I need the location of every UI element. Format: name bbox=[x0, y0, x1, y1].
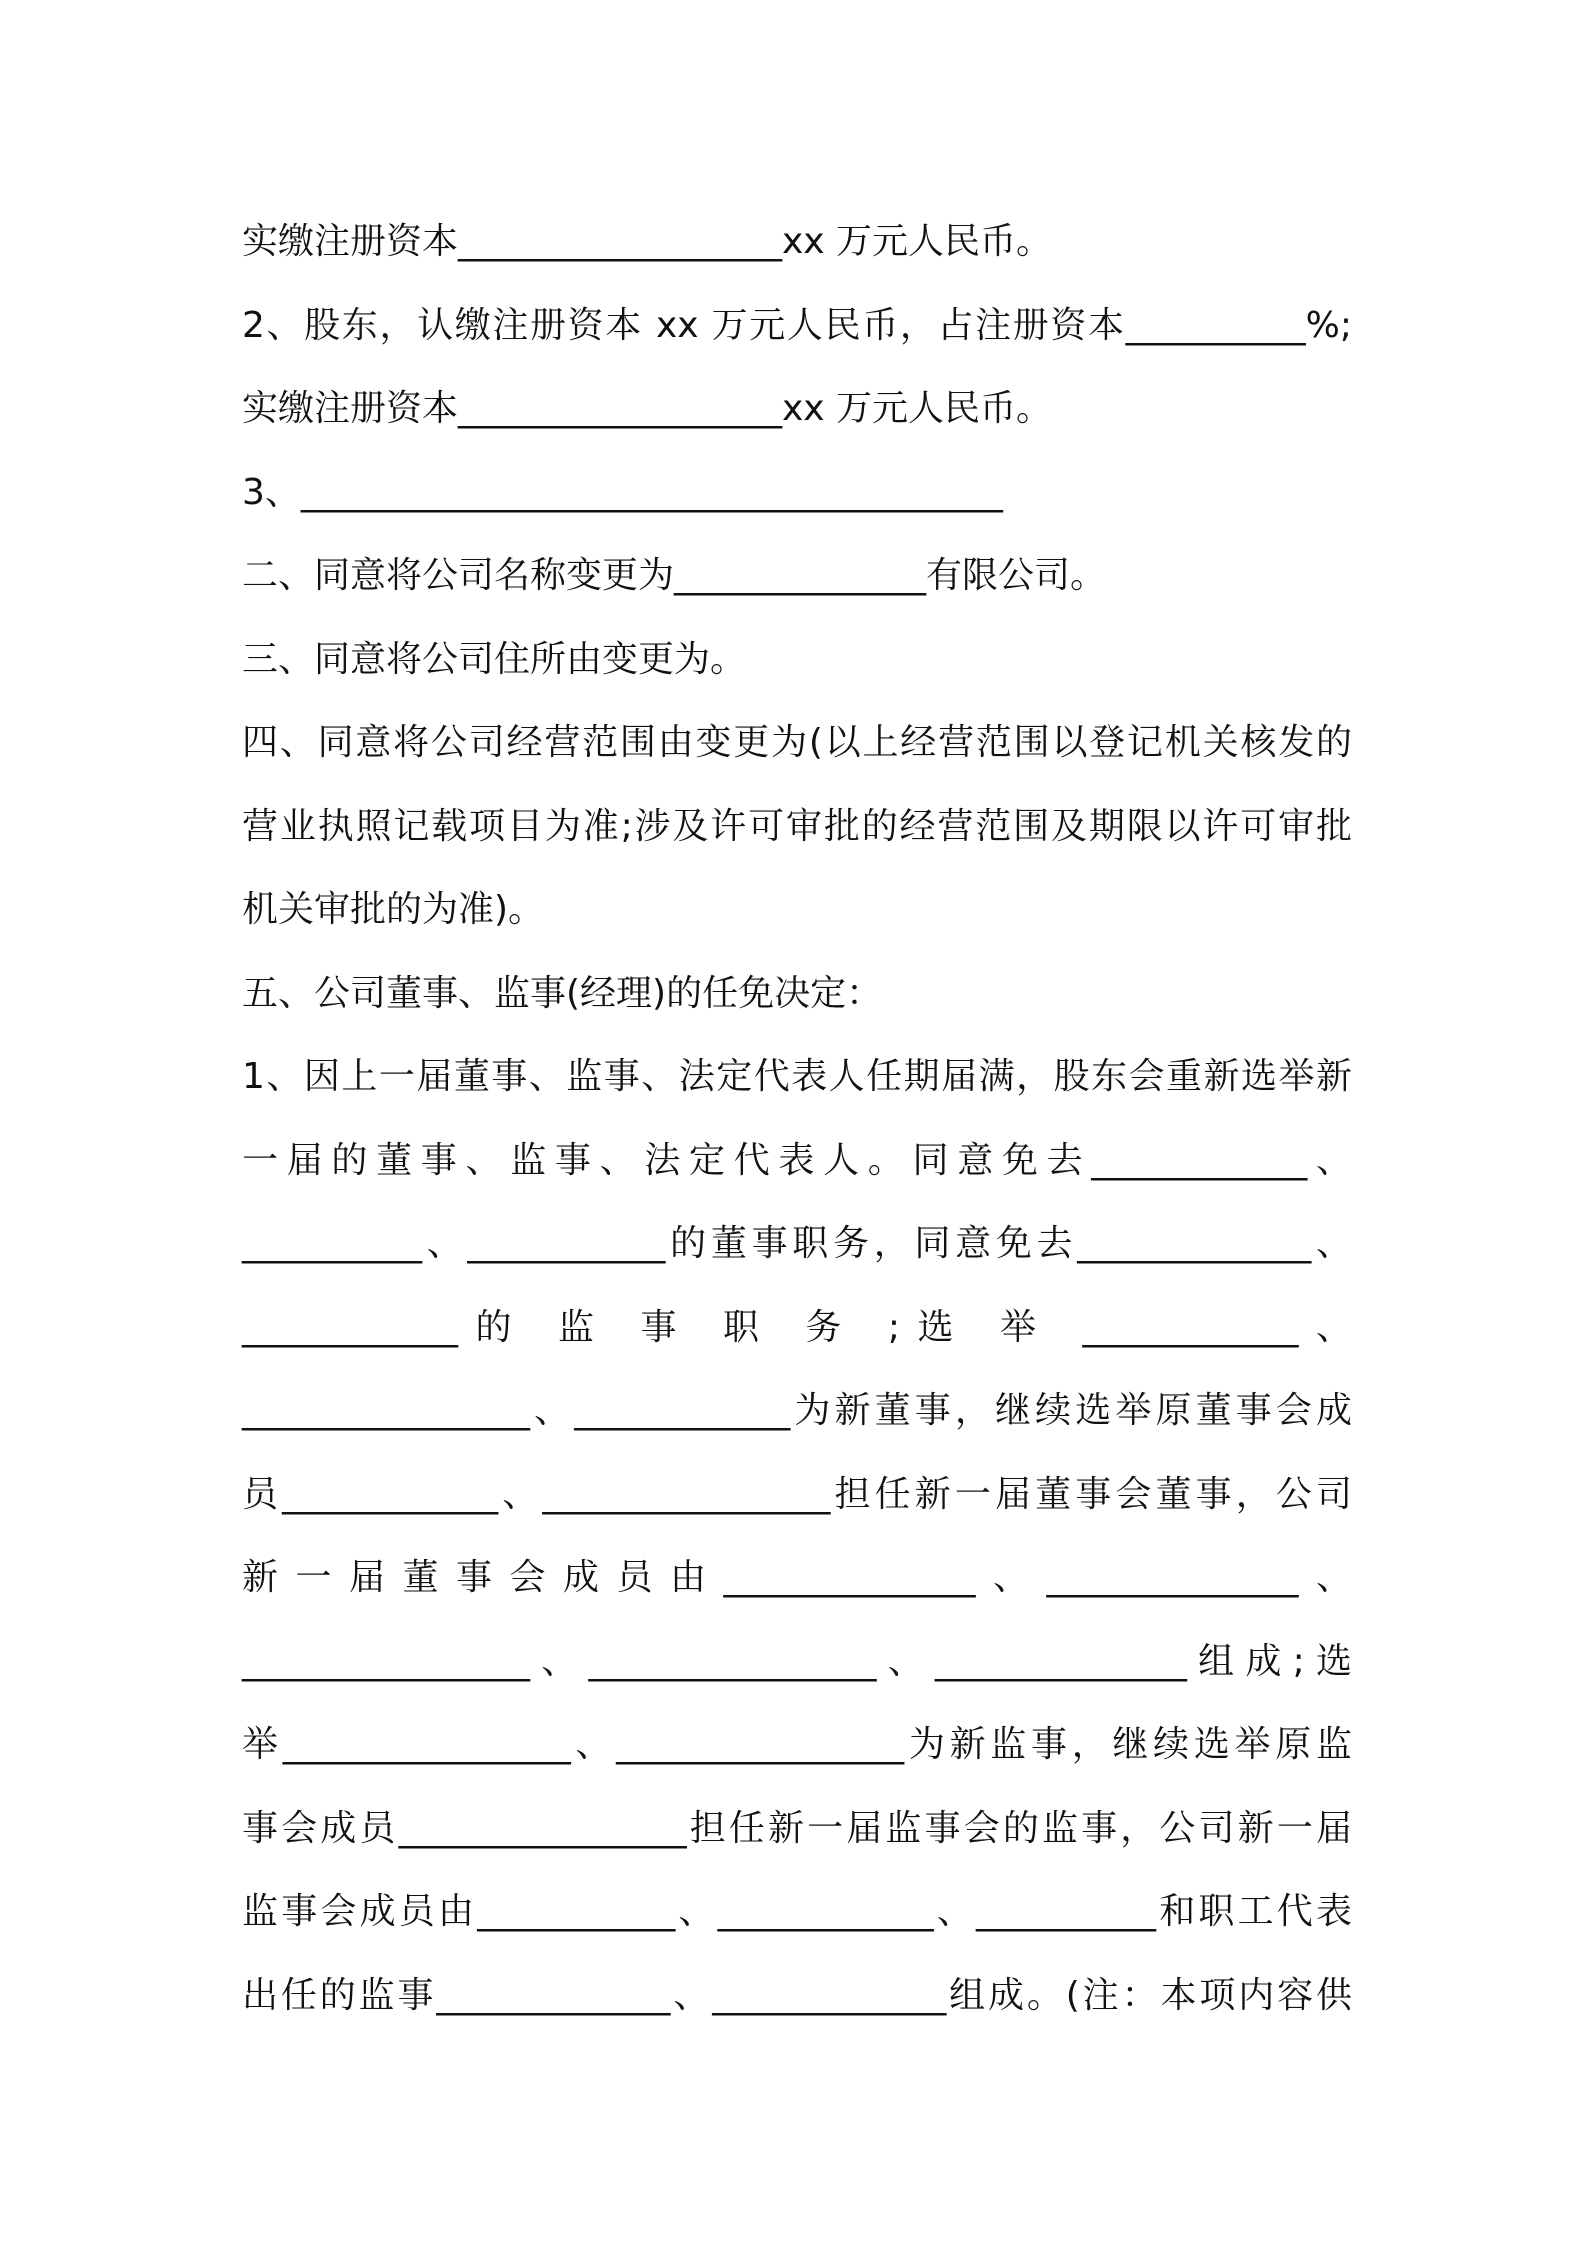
text-line: ________________、____________为新董事，继续选举原董事会成 bbox=[242, 1390, 1352, 1431]
text-line: 五、公司董事、监事(经理)的任免决定： bbox=[242, 972, 883, 1014]
text-line: 1、因上一届董事、监事、法定代表人任期届满，股东会重新选举新 bbox=[242, 1056, 1352, 1097]
text-line: 二、同意将公司名称变更为______________有限公司。 bbox=[242, 555, 1107, 596]
document-body bbox=[242, 200, 1352, 2037]
text-line: 新一届董事会成员由______________、______________、 bbox=[242, 1557, 1352, 1598]
text-line: 一届的董事、监事、法定代表人。同意免去____________、 bbox=[242, 1139, 1352, 1181]
text-line: 出任的监事_____________、_____________组成。(注：本项内容供 bbox=[242, 1974, 1352, 2016]
text-line: 三、同意将公司住所由变更为。 bbox=[242, 638, 747, 680]
text-line: 实缴注册资本__________________xx 万元人民币。 bbox=[242, 221, 1053, 262]
text-line: 四、同意将公司经营范围由变更为(以上经营范围以登记机关核发的 bbox=[242, 722, 1352, 763]
text-line: 机关审批的为准)。 bbox=[242, 889, 545, 930]
text-line: 举________________、________________为新监事，继续选举原监 bbox=[242, 1724, 1352, 1765]
text-line: __________、___________的董事职务，同意免去_____________、 bbox=[242, 1223, 1352, 1264]
text-line: 3、_______________________________________ bbox=[242, 471, 1003, 513]
text-line: 实缴注册资本__________________xx 万元人民币。 bbox=[242, 388, 1053, 429]
text-line: ________________、________________、______________组成;选 bbox=[242, 1640, 1352, 1682]
text-line: ____________的 监 事 职 务 ;选 举 ____________、 bbox=[242, 1306, 1352, 1348]
text-line: 营业执照记载项目为准;涉及许可审批的经营范围及期限以许可审批 bbox=[242, 805, 1352, 847]
text-line: 2、股东，认缴注册资本 xx 万元人民币，占注册资本__________%; bbox=[242, 304, 1352, 346]
text-line: 事会成员________________担任新一届监事会的监事，公司新一届 bbox=[242, 1807, 1352, 1849]
text-line: 监事会成员由___________、____________、__________和职工代表 bbox=[242, 1891, 1352, 1932]
text-line: 员____________、________________担任新一届董事会董事，公司 bbox=[242, 1473, 1352, 1515]
